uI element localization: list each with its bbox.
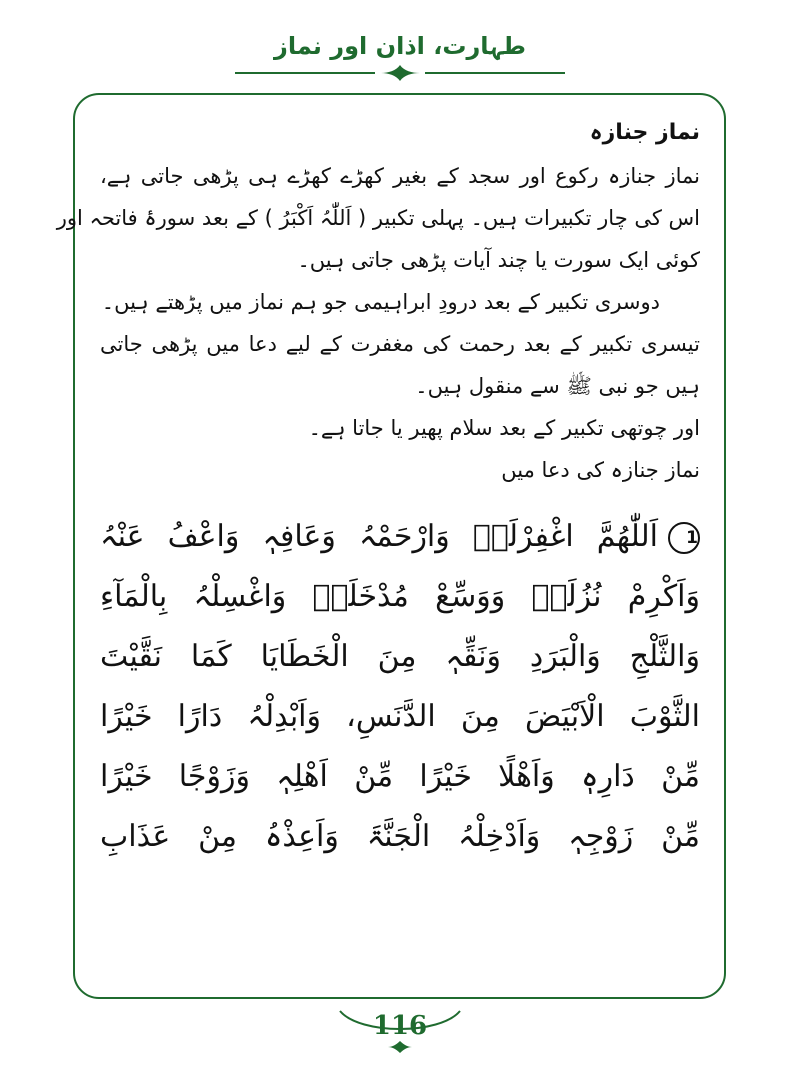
- paragraph-fourth-takbir: [100, 407, 700, 449]
- text-line: دوسری تکبیر کے بعد درودِ ابراہیمی جو ہم نماز میں پڑھتے ہیں۔: [101, 290, 660, 314]
- paragraph-second-takbir: [100, 281, 700, 323]
- dua-number-badge: 1: [668, 522, 700, 554]
- dua-line: وَاَکْرِمْ نُزُلَہٗ وَوَسِّعْ مُدْخَلَہٗ وَاغْسِلْہُ بِالْمَآءِ: [100, 579, 700, 614]
- paragraph-dua-intro: [100, 449, 700, 491]
- header-rule-right: [425, 72, 565, 74]
- paragraph-third-takbir: [100, 323, 700, 407]
- page-number: 116: [372, 1011, 428, 1041]
- text-line: اس کی چار تکبیرات ہیں۔ پہلی تکبیر ( اَللّٰہُ اَکْبَرُ ) کے بعد سورۂ فاتحہ اور: [56, 206, 700, 230]
- header-title: طہارت، اذان اور نماز: [274, 32, 526, 60]
- paragraph-intro: [56, 155, 700, 281]
- text-line: تیسری تکبیر کے بعد رحمت کی مغفرت کے لیے دعا میں پڑھی جاتی: [100, 332, 700, 356]
- dua-line-text: اَللّٰھُمَّ اغْفِرْلَہٗ وَارْحَمْہُ وَعَافِہٖ وَاعْفُ عَنْہُ: [100, 519, 658, 554]
- text-line: نماز جنازہ رکوع اور سجد کے بغیر کھڑے کھڑے ہی پڑھی جاتی ہے،: [100, 164, 700, 188]
- text-line: نماز جنازہ کی دعا میں: [501, 458, 700, 482]
- dua-line: الثَّوْبَ الْاَبْیَضَ مِنَ الدَّنَسِ، وَاَبْدِلْہُ دَارًا خَیْرًا: [100, 699, 700, 734]
- page-content: [56, 105, 700, 867]
- header-ornament-icon: [378, 63, 422, 83]
- dua-line: مِّنْ زَوْجِہٖ وَاَدْخِلْہُ الْجَنَّۃَ وَاَعِذْہُ مِنْ عَذَابِ: [100, 819, 700, 854]
- text-line: اور چوتھی تکبیر کے بعد سلام پھیر یا جاتا ہے۔: [308, 416, 700, 440]
- page-footer: [330, 1005, 470, 1055]
- dua-line: وَالثَّلْجِ وَالْبَرَدِ وَنَقِّہٖ مِنَ الْخَطَایَا کَمَا نَقَّیْتَ: [100, 639, 700, 674]
- page-header: [0, 0, 800, 80]
- text-line: کوئی ایک سورت یا چند آیات پڑھی جاتی ہیں۔: [297, 248, 700, 272]
- dua-line: مِّنْ دَارِہٖ وَاَھْلًا خَیْرًا مِّنْ اَھْلِہٖ وَزَوْجًا خَیْرًا: [100, 759, 700, 794]
- dua-text: [100, 507, 700, 867]
- header-rule-left: [235, 72, 375, 74]
- dua-line: [100, 507, 700, 567]
- section-heading: نماز جنازہ: [589, 120, 700, 145]
- text-line: ہیں جو نبی ﷺ سے منقول ہیں۔: [415, 374, 700, 398]
